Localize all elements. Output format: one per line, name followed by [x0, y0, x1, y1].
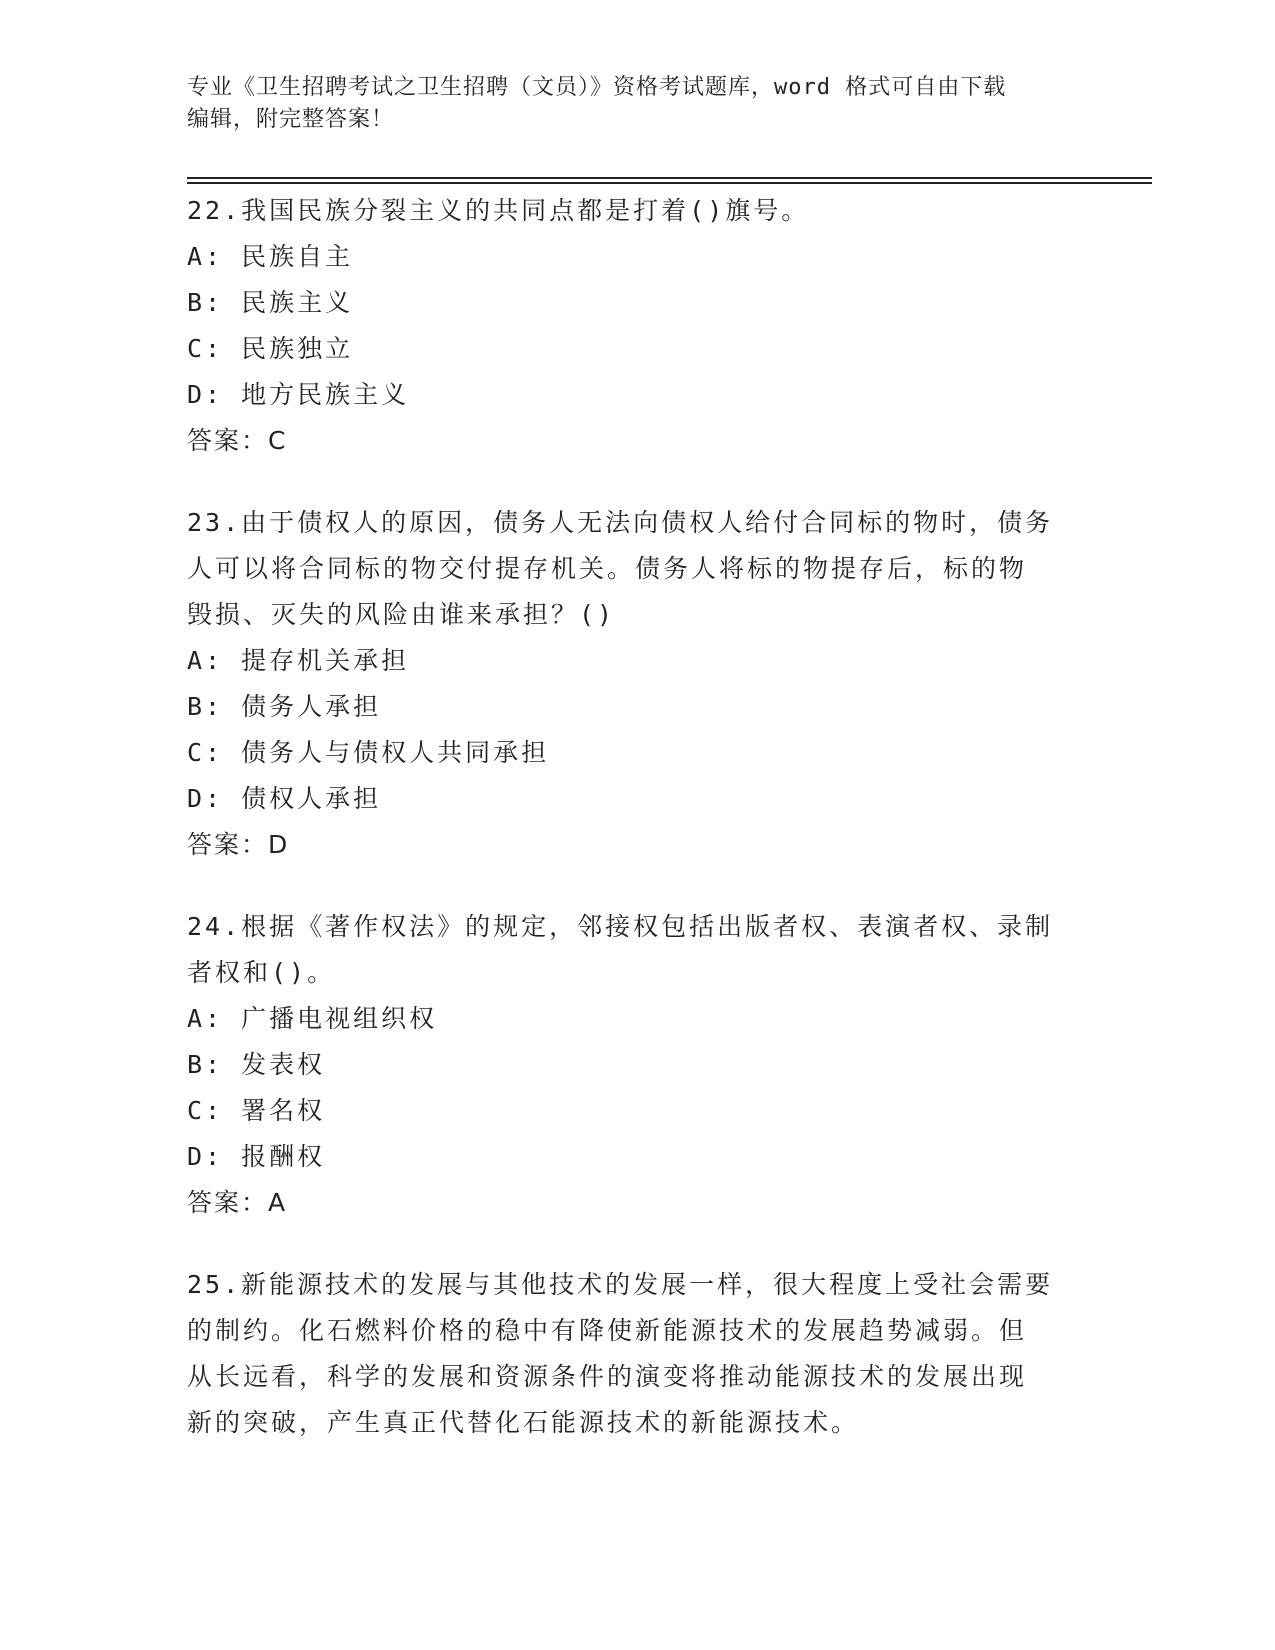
question-text-line-1: 24.根据《著作权法》的规定，邻接权包括出版者权、表演者权、录制 [187, 912, 1054, 941]
option-d: D: 报酬权 [187, 1142, 326, 1171]
option-b: B: 债务人承担 [187, 692, 382, 721]
answer: 答案：C [187, 426, 288, 455]
question-text: 22.我国民族分裂主义的共同点都是打着()旗号。 [187, 196, 810, 225]
answer: 答案：A [187, 1188, 288, 1217]
question-text-line-3: 从长远看，科学的发展和资源条件的演变将推动能源技术的发展出现 [187, 1362, 1028, 1391]
option-a: A: 民族自主 [187, 242, 354, 271]
question-list [187, 188, 1087, 1482]
header-line-2: 编辑，附完整答案！ [187, 107, 395, 132]
question-text-line-1: 25.新能源技术的发展与其他技术的发展一样，很大程度上受社会需要 [187, 1270, 1054, 1299]
header-divider-bottom [187, 182, 1152, 184]
option-c: C: 债务人与债权人共同承担 [187, 738, 550, 767]
option-b: B: 民族主义 [187, 288, 354, 317]
option-c: C: 民族独立 [187, 334, 354, 363]
question-23 [187, 500, 1087, 868]
question-text-line-3: 毁损、灭失的风险由谁来承担？() [187, 600, 616, 629]
header-line-1: 专业《卫生招聘考试之卫生招聘（文员）》资格考试题库，word 格式可自由下载 [187, 75, 1007, 100]
option-d: D: 债权人承担 [187, 784, 382, 813]
question-25 [187, 1262, 1087, 1446]
question-text-line-2: 者权和()。 [187, 958, 336, 987]
question-22 [187, 188, 1087, 464]
question-text-line-2: 人可以将合同标的物交付提存机关。债务人将标的物提存后，标的物 [187, 554, 1028, 583]
answer: 答案：D [187, 830, 290, 859]
question-24 [187, 904, 1087, 1226]
option-b: B: 发表权 [187, 1050, 326, 1079]
question-text-line-4: 新的突破，产生真正代替化石能源技术的新能源技术。 [187, 1408, 860, 1437]
option-c: C: 署名权 [187, 1096, 326, 1125]
option-a: A: 提存机关承担 [187, 646, 410, 675]
option-a: A: 广播电视组织权 [187, 1004, 438, 1033]
option-d: D: 地方民族主义 [187, 380, 410, 409]
header-divider-top [187, 177, 1152, 179]
document-header [187, 72, 1087, 136]
question-text-line-2: 的制约。化石燃料价格的稳中有降使新能源技术的发展趋势减弱。但 [187, 1316, 1028, 1345]
question-text-line-1: 23.由于债权人的原因，债务人无法向债权人给付合同标的物时，债务 [187, 508, 1054, 537]
